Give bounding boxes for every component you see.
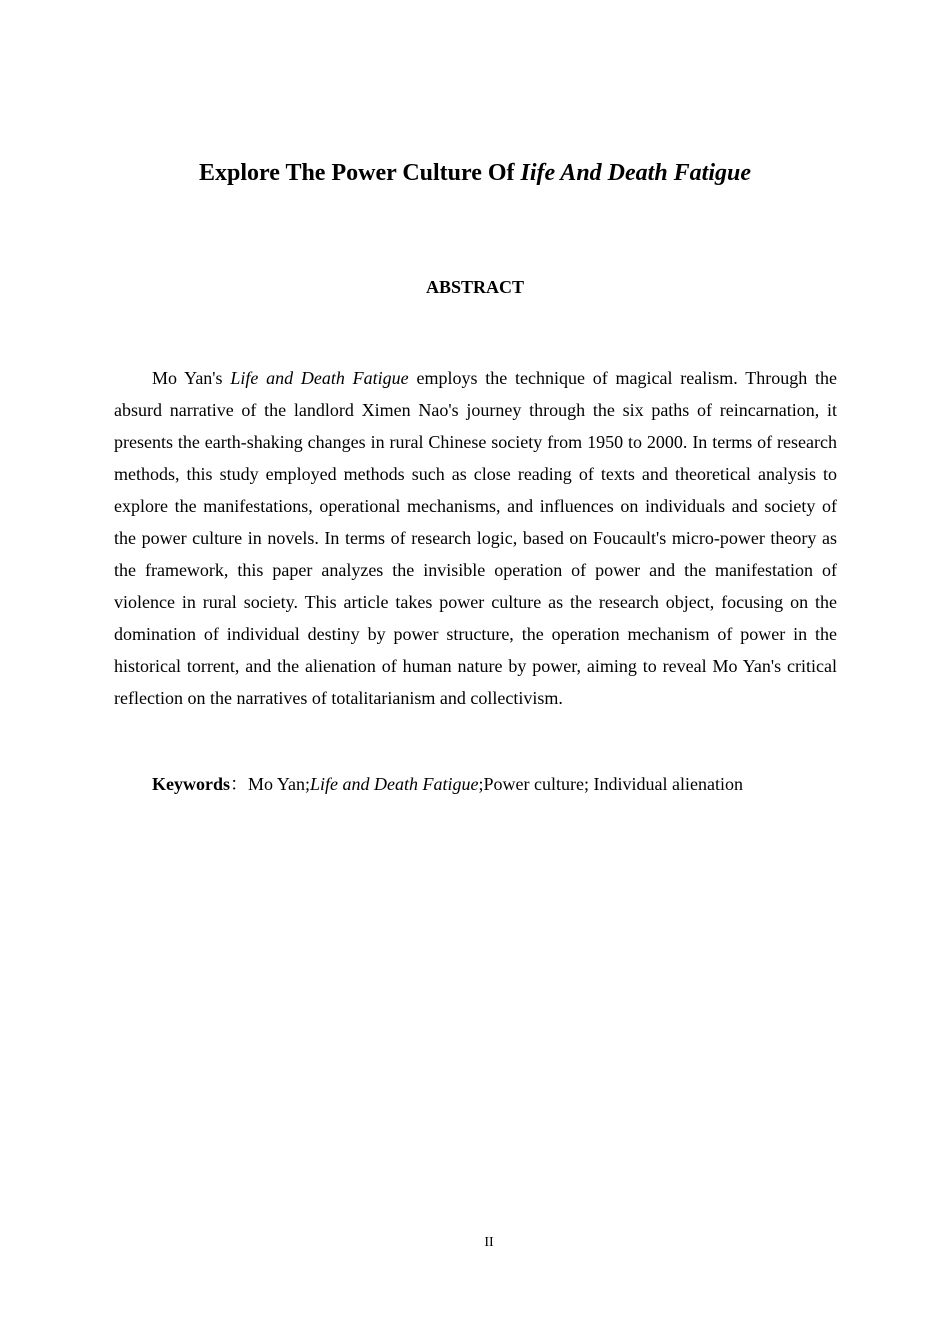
keywords-separator: ：: [230, 774, 248, 794]
title-text: Explore The Power Culture Of: [198, 160, 521, 186]
abstract-body: [114, 362, 837, 714]
abstract-body-rest: employs the technique of magical realism. Through the absurd narrative of the landlord Ximen Nao's journey through the six paths of reincarnation, it presents the earth-shaking changes in rural Chinese society from 1950 to 2000. In terms of research methods, this study employed methods such as close reading of texts and theoretical analysis to explore the manifestations, operational mechanisms, and influences on individuals and society of the power culture in novels. In terms of research logic, based on Foucault's micro-power theory as the framework, this paper analyzes the invisible operation of power and the manifestation of violence in rural society. This article takes power culture as the research object, focusing on the domination of individual destiny by power structure, the operation mechanism of power in the historical torrent, and the alienation of human nature by power, aiming to reveal Mo Yan's critical reflection on the narratives of totalitarianism and collectivism.: [114, 368, 837, 708]
abstract-body-start: Mo Yan's: [152, 368, 231, 388]
thesis-title: [0, 156, 950, 190]
abstract-heading: ABSTRACT: [425, 277, 525, 297]
keywords-rest: ;Power culture; Individual alienation: [478, 774, 743, 794]
title-italic-work: Iife And Death Fatigue: [520, 160, 752, 186]
keyword-2-italic: Life and Death Fatigue: [310, 774, 479, 794]
keyword-1: Mo Yan;: [248, 774, 311, 794]
abstract-body-italic-work: Life and Death Fatigue: [230, 368, 409, 388]
keywords-line: [152, 768, 852, 800]
keywords-label: Keywords: [152, 774, 230, 794]
page-number: II: [484, 1235, 494, 1250]
